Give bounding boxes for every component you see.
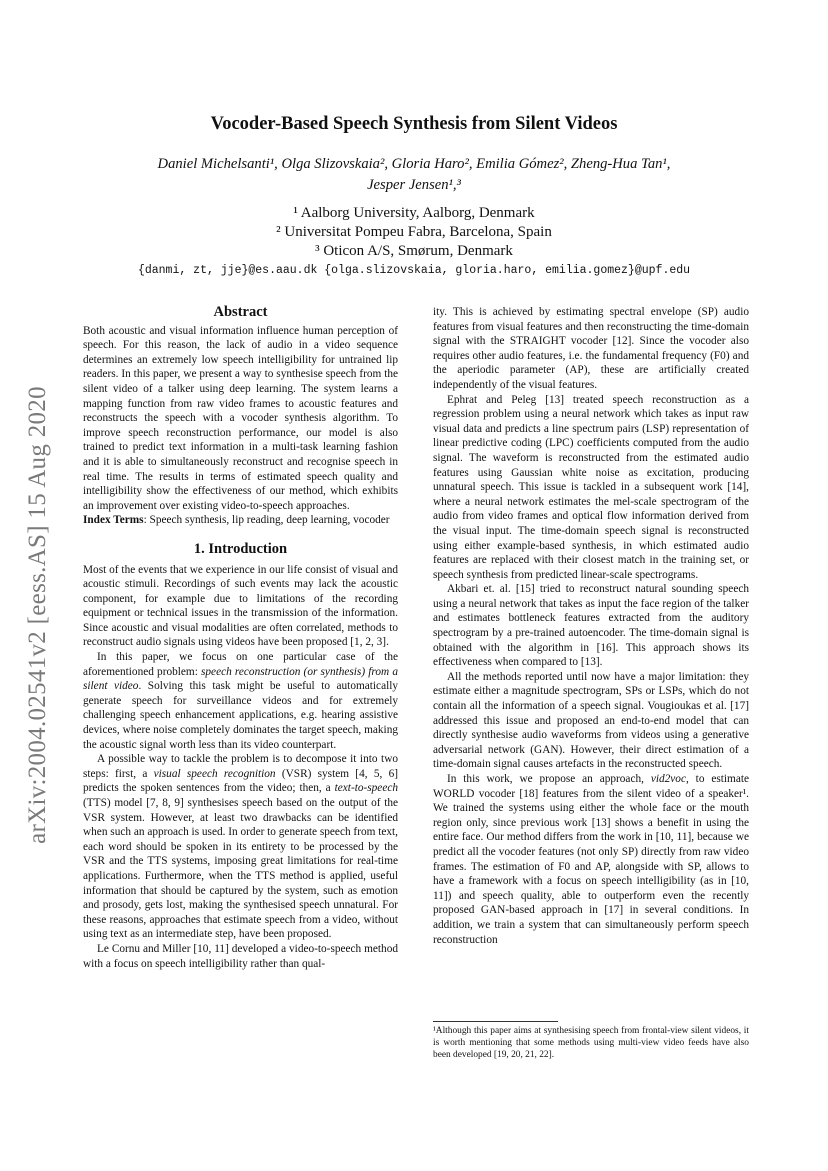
paper-title: Vocoder-Based Speech Synthesis from Silent Videos <box>210 114 618 134</box>
right-paragraph-2: Ephrat and Peleg [13] treated speech reconstruction as a regression problem using a neural network which takes as input raw visual data and predicts a line spectrum pairs (LSP) representation of linear predictive coding (LPC) coefficients computed from the audio signal. The waveform is reconstructed from the estimated audio features using Gaussian white noise as excitation, producing unnatural speech. This issue is tackled in a subsequent work [14], where a neural network estimates the mel-scale spectrogram of the audio from video frames and optical flow information derived from the visual input. The time-domain speech signal is reconstructed using either example-based synthesis, in which estimated audio features are replaced with their closest match in the training set, or speech synthesis from predicted linear-scale spectrograms. <box>433 393 749 581</box>
intro-paragraph-3: A possible way to tackle the problem is to decompose it into two steps: first, a visual speech recognition (VSR) system [4, 5, 6] predicts the spoken sentences from the video; then, a text-to-speech (TTS) model [7, 8, 9] synthesises speech based on the output of the VSR system. However, at least two drawbacks can be identified when such an approach is used. In order to generate speech from text, each word should be spoken in its entirety to be processed by the VSR and the TTS systems, imposing great limitations for real-time applications. Furthermore, when the TTS method is applied, useful information that should be captured by the system, such as emotion and prosody, gets lost, making the synthesised speech unnatural. For these reasons, approaches that estimate speech from a video, without using text as an intermediate step, have been proposed. <box>83 753 398 941</box>
right-paragraph-3: Akbari et. al. [15] tried to reconstruct natural sounding speech using a neural network that takes as input the face region of the talker and estimates bottleneck features extracted from the auditory spectrogram by a pre-trained autoencoder. The time-domain signal is obtained with the algorithm in [16]. This approach shows its effectiveness when compared to [13]. <box>433 583 749 669</box>
index-terms-text: : Speech synthesis, lip reading, deep learning, vocoder <box>143 514 390 527</box>
right-column <box>433 305 749 947</box>
affiliation-oticon: ³ Oticon A/S, Smørum, Denmark <box>315 243 513 259</box>
index-terms <box>83 513 398 528</box>
left-column <box>83 305 398 971</box>
intro-paragraph-4: Le Cornu and Miller [10, 11] developed a video-to-speech method with a focus on speech intelligibility rather than qual- <box>83 942 398 970</box>
footnote: ¹Although this paper aims at synthesising speech from frontal-view silent videos, it is worth mentioning that some methods using multi-view video feeds have also been developed [19, 20, 21, 22]. <box>433 1026 749 1060</box>
right-paragraph-5: In this work, we propose an approach, vid2voc, to estimate WORLD vocoder [18] features from the silent video of a speaker¹. We trained the systems using either the whole face or the mouth region only, since previous work [13] shows a benefit in using the entire face. Our method differs from the work in [10, 11], because we predict all the vocoder features (not only SP) directly from raw video frames. The estimation of F0 and AP, alongside with SP, allows to have a framework with a focus on speech intelligibility (as in [10, 11]) and speech quality, able to outperform even the recently proposed GAN-based approach in [17] in several conditions. In addition, we train a system that can simultaneously perform speech reconstruction <box>433 773 749 946</box>
index-terms-label: Index Terms <box>83 514 144 527</box>
authors-line-2: Jesper Jensen¹,³ <box>367 177 461 193</box>
affiliation-upf: ² Universitat Pompeu Fabra, Barcelona, Spain <box>276 224 552 240</box>
author-list <box>90 154 738 196</box>
author-emails: {danmi, zt, jje}@es.aau.dk {olga.slizovskaia, gloria.haro, emilia.gomez}@upf.edu <box>137 264 691 277</box>
footnote-rule <box>433 1021 558 1022</box>
abstract-heading: Abstract <box>213 304 268 320</box>
affiliation-aalborg: ¹ Aalborg University, Aalborg, Denmark <box>293 205 535 221</box>
authors-line-1: Daniel Michelsanti¹, Olga Slizovskaia², Gloria Haro², Emilia Gómez², Zheng-Hua Tan¹, <box>157 156 671 172</box>
arxiv-stamp: arXiv:2004.02541v2 [eess.AS] 15 Aug 2020 <box>24 386 51 844</box>
introduction-heading: 1. Introduction <box>193 540 288 557</box>
abstract-text: Both acoustic and visual information influence human perception of speech. For this reason, the lack of audio in a video sequence determines an extremely low speech intelligibility for untrained lip readers. In this paper, we present a way to synthesise speech from the silent video of a talker using deep learning. The system learns a mapping function from raw video frames to acoustic features and reconstructs the speech with a vocoder synthesis algorithm. To improve speech reconstruction performance, our model is also trained to predict text information in a multi-task learning fashion and it is able to simultaneously reconstruct and recognise speech in real time. The results in terms of estimated speech quality and intelligibility show the effectiveness of our method, which exhibits an improvement over existing video-to-speech approaches. <box>83 324 398 512</box>
right-paragraph-4: All the methods reported until now have a major limitation: they estimate either a magnitude spectrogram, SPs or LSPs, which do not contain all the information of a speech signal. Vougioukas et al. [17] addressed this issue and proposed an end-to-end model that can directly synthesise audio waveforms from videos using a generative adversarial network (GAN). However, their direct estimation of a time-domain signal causes artefacts in the reconstructed speech. <box>433 670 749 771</box>
intro-paragraph-1: Most of the events that we experience in our life consist of visual and acoustic stimuli. Recordings of such events may lack the acoustic component, for example due to limitations of the recording equipment or technical issues in the transmission of the information. Since acoustic and visual modalities are often correlated, methods to reconstruct audio signals using videos have been proposed [1, 2, 3]. <box>83 563 398 649</box>
intro-paragraph-2: In this paper, we focus on one particular case of the aforementioned problem: speech reconstruction (or synthesis) from a silent video. Solving this task might be useful to automatically generate speech for surveillance videos and for extremely challenging speech enhancement applications, e.g. hearing assistive devices, where noise completely dominates the target speech, making the acoustic signal worth less than its video counterpart. <box>83 651 399 751</box>
right-paragraph-1: ity. This is achieved by estimating spectral envelope (SP) audio features from visual features and then reconstructing the time-domain signal with the STRAIGHT vocoder [12]. Since the vocoder also requires other audio features, i.e. the fundamental frequency (F0) and the aperiodic parameter (AP), these are artificially created independently of the visual features. <box>433 306 749 391</box>
